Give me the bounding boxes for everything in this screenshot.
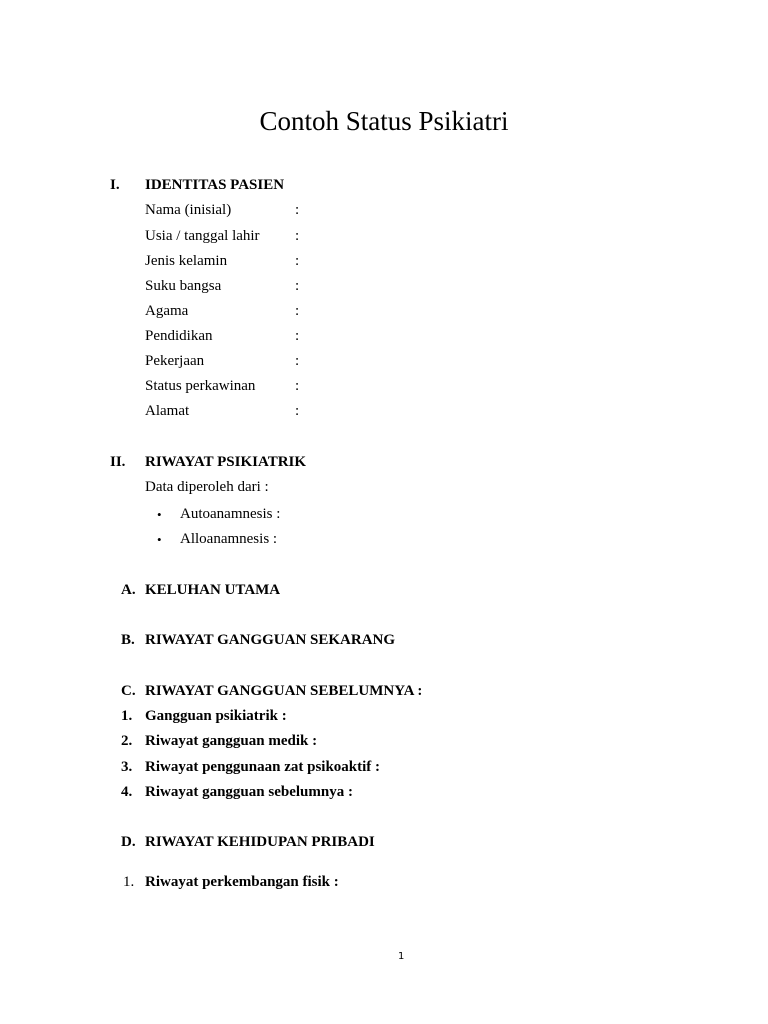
subsection-a-marker: A. (121, 582, 136, 598)
list-item-gangguan-sebelumnya: Riwayat gangguan sebelumnya : (145, 784, 353, 800)
field-label-jenis-kelamin: Jenis kelamin (145, 253, 228, 269)
field-colon: : (295, 378, 300, 394)
subsection-d-heading: RIWAYAT KEHIDUPAN PRIBADI (145, 834, 375, 850)
list-item-zat-psikoaktif: Riwayat penggunaan zat psikoaktif : (145, 759, 381, 775)
subsection-c-heading: RIWAYAT GANGGUAN SEBELUMNYA : (145, 683, 423, 699)
list-number: 1. (121, 708, 133, 724)
data-source-intro: Data diperoleh dari : (145, 479, 269, 495)
field-colon: : (295, 353, 300, 369)
field-colon: : (295, 403, 300, 419)
subsection-a-heading: KELUHAN UTAMA (145, 582, 281, 598)
subsection-c-marker: C. (121, 683, 136, 699)
page-number: 1 (398, 951, 405, 962)
field-label-agama: Agama (145, 303, 189, 319)
subsection-d-marker: D. (121, 834, 136, 850)
field-colon: : (295, 202, 300, 218)
section-2-numeral: II. (110, 454, 126, 470)
bullet-icon: • (157, 507, 162, 522)
list-item-gangguan-medik: Riwayat gangguan medik : (145, 733, 318, 749)
field-colon: : (295, 228, 300, 244)
subsection-b-marker: B. (121, 632, 135, 648)
section-1-numeral: I. (110, 177, 120, 193)
bullet-item-autoanamnesis: Autoanamnesis : (180, 506, 281, 522)
bullet-icon: • (157, 532, 162, 547)
section-1-heading: IDENTITAS PASIEN (145, 177, 285, 193)
list-number: 3. (121, 759, 133, 775)
field-colon: : (295, 278, 300, 294)
section-2-heading: RIWAYAT PSIKIATRIK (145, 454, 307, 470)
field-label-usia: Usia / tanggal lahir (145, 228, 260, 244)
list-item-perkembangan-fisik: Riwayat perkembangan fisik : (145, 874, 339, 890)
field-label-status-perkawinan: Status perkawinan (145, 378, 256, 394)
field-label-pendidikan: Pendidikan (145, 328, 213, 344)
field-label-pekerjaan: Pekerjaan (145, 353, 205, 369)
list-item-gangguan-psikiatrik: Gangguan psikiatrik : (145, 708, 287, 724)
field-colon: : (295, 303, 300, 319)
document-title: Contoh Status Psikiatri (259, 106, 509, 136)
field-label-suku-bangsa: Suku bangsa (145, 278, 222, 294)
field-label-nama: Nama (inisial) (145, 202, 232, 218)
bullet-item-alloanamnesis: Alloanamnesis : (180, 531, 278, 547)
subsection-b-heading: RIWAYAT GANGGUAN SEKARANG (145, 632, 396, 648)
field-colon: : (295, 253, 300, 269)
list-number: 1. (123, 874, 135, 890)
list-number: 2. (121, 733, 133, 749)
field-colon: : (295, 328, 300, 344)
list-number: 4. (121, 784, 133, 800)
field-label-alamat: Alamat (145, 403, 190, 419)
